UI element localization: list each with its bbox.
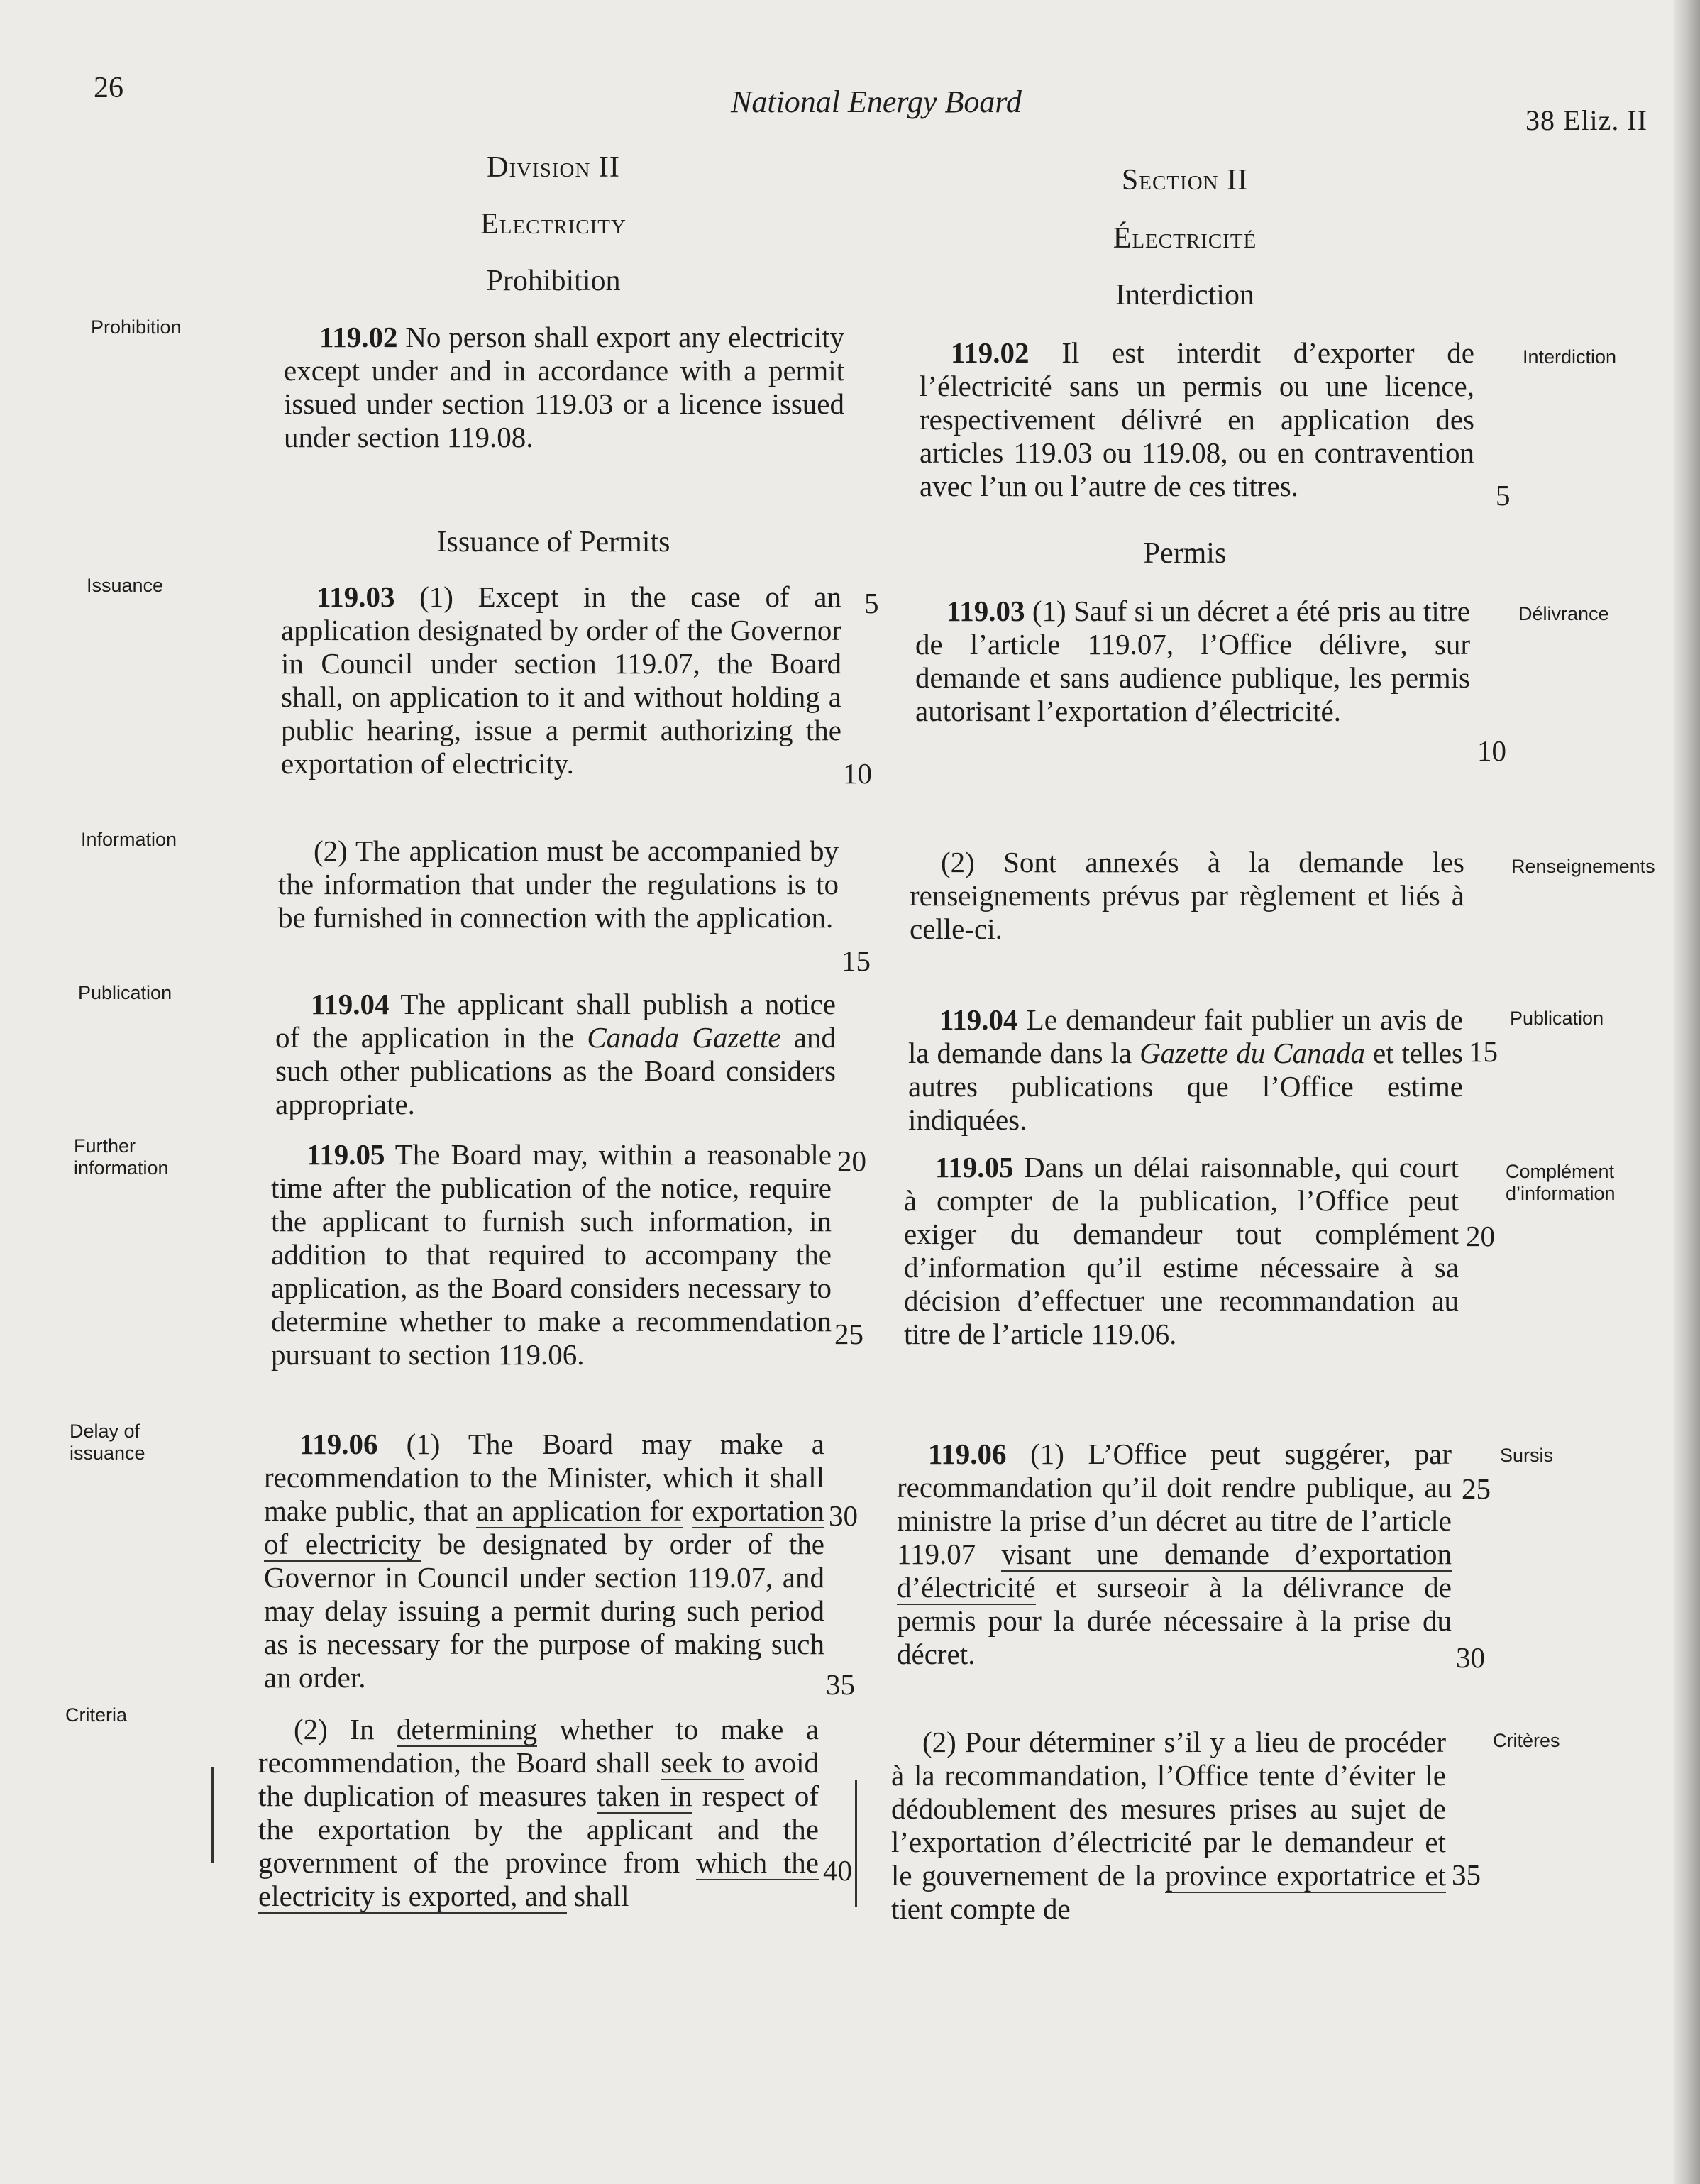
line-number-fr-35: 35 [1452, 1858, 1481, 1891]
margin-note-further-information: Further information [74, 1135, 169, 1179]
en-section-119-06-2: (2) In determining whether to make a recommendation, the Board shall seek to avoid the duplication of measures taken in respect of the exportation by the applicant and the government of the province from which the electricity is exported, and shall [258, 1713, 819, 1912]
section-number: 119.02 [951, 336, 1030, 369]
running-title: National Energy Board [731, 84, 1022, 119]
section-number: 119.03 [946, 595, 1025, 627]
fr-section-119-04: 119.04 Le demandeur fait publier un avis de la demande dans la Gazette du Canada et telles autres publications que l’Office estime indiquées. [908, 1003, 1464, 1136]
line-number-25: 25 [834, 1318, 863, 1350]
margin-note-publication-fr: Publication [1510, 1008, 1604, 1029]
line-number-40: 40 [823, 1854, 852, 1887]
section-number: 119.06 [928, 1438, 1007, 1470]
fr-section-119-03-2: (2) Sont annexés à la demande les renseignements prévus par règlement et liés à celle-ci. [910, 846, 1464, 945]
margin-note-interdiction: Interdiction [1523, 346, 1617, 368]
line-number-5: 5 [864, 587, 879, 619]
line-number-fr-20: 20 [1466, 1220, 1495, 1252]
section-number: 119.03 [316, 580, 395, 613]
fr-section-119-05: 119.05 Dans un délai raisonnable, qui court à compter de la publication, l’Office peut exiger du demandeur tout complément d’information qu’il estime nécessaire à sa décision d’effectuer une recommandation au titre de l’article 119.06. [904, 1151, 1459, 1350]
line-number-fr-10: 10 [1477, 734, 1506, 767]
revision-bar [211, 1767, 214, 1863]
margin-note-sursis: Sursis [1500, 1445, 1554, 1466]
heading-interdiction: Interdiction [1115, 279, 1254, 311]
fr-section-119-06-1: 119.06 (1) L’Office peut suggérer, par recommandation qu’il doit rendre publique, au ministre la prise d’un décret au titre de l’article 119.07 visant une demande d’exportation d’électricité et surseoir à la délivrance de permis pour la durée nécessaire à la prise du décret. [897, 1438, 1452, 1670]
division-heading-en: Division II [487, 151, 620, 184]
margin-note-criteria: Criteria [65, 1704, 128, 1726]
section-number: 119.02 [319, 321, 398, 353]
line-number-fr-15: 15 [1469, 1035, 1498, 1068]
fr-section-119-06-2: (2) Pour déterminer s’il y a lieu de procéder à la recommandation, l’Office tente d’éviter le dédoublement des mesures prises au sujet de l’exportation d’électricité par le demandeur et le gouvernement de la province exportatrice et tient compte de [891, 1726, 1446, 1925]
margin-note-complement-information: Complément d’information [1506, 1161, 1616, 1204]
margin-note-information: Information [81, 829, 177, 850]
en-section-119-03-1: 119.03 (1) Except in the case of an application designated by order of the Governor in Council under section 119.07, the Board shall, on application to it and without holding a public hearing, issue a permit authorizing the exportation of electricity. [281, 580, 841, 780]
heading-prohibition: Prohibition [486, 265, 621, 297]
fr-section-119-02: 119.02 Il est interdit d’exporter de l’électricité sans un permis ou une licence, respectivement délivré en application des articles 119.03 ou 119.08, ou en contravention avec l’un ou l’autre de ces titres. [920, 336, 1474, 502]
line-number-35: 35 [826, 1668, 855, 1701]
margin-note-prohibition: Prohibition [91, 316, 182, 338]
regnal-year: 38 Eliz. II [1525, 104, 1648, 136]
section-number: 119.04 [939, 1003, 1018, 1036]
division-heading-fr: Section II [1121, 164, 1249, 197]
margin-note-delivrance: Délivrance [1518, 603, 1609, 624]
line-number-30: 30 [829, 1499, 858, 1532]
margin-note-renseignements: Renseignements [1511, 856, 1655, 877]
line-number-fr-30: 30 [1456, 1641, 1485, 1674]
line-number-15: 15 [841, 944, 871, 977]
en-section-119-04: 119.04 The applicant shall publish a notice of the application in the Canada Gazette and such other publications as the Board considers appropriate. [275, 988, 836, 1120]
margin-note-criteres: Critères [1493, 1730, 1560, 1751]
margin-note-publication: Publication [78, 982, 172, 1003]
page-edge-shadow [1674, 0, 1700, 2184]
en-section-119-03-2: (2) The application must be accompanied by the information that under the regulations is to be furnished in connection with the application. [278, 834, 839, 934]
page-number: 26 [94, 72, 123, 104]
section-number: 119.04 [311, 988, 390, 1020]
part-title-fr: Électricité [1113, 222, 1257, 255]
part-title-en: Electricity [480, 208, 627, 241]
en-section-119-05: 119.05 The Board may, within a reasonable time after the publication of the notice, require the applicant to furnish such information, in addition to that required to accompany the application, as the Board considers necessary to determine whether to make a recommendation pursuant to section 119.06. [271, 1138, 832, 1371]
en-section-119-02: 119.02 No person shall export any electricity except under and in accordance with a permit issued under section 119.03 or a licence issued under section 119.08. [284, 321, 845, 453]
section-number: 119.05 [307, 1138, 385, 1171]
line-number-fr-5: 5 [1496, 479, 1511, 512]
section-number: 119.06 [299, 1428, 378, 1460]
en-section-119-06-1: 119.06 (1) The Board may make a recommendation to the Minister, which it shall make public, that an application for exportation of electricity be designated by order of the Governor in Council under section 119.07, and may delay issuing a permit during such period as is necessary for the purpose of making such an order. [264, 1428, 825, 1694]
line-number-20: 20 [837, 1145, 866, 1177]
margin-note-issuance: Issuance [87, 575, 164, 596]
heading-issuance-of-permits: Issuance of Permits [436, 526, 670, 558]
heading-permis: Permis [1143, 537, 1227, 570]
revision-bar [855, 1780, 857, 1907]
margin-note-delay-of-issuance: Delay of issuance [70, 1421, 145, 1464]
line-number-10: 10 [843, 757, 872, 790]
fr-section-119-03-1: 119.03 (1) Sauf si un décret a été pris au titre de l’article 119.07, l’Office délivre, sur demande et sans audience publique, les permis autorisant l’exportation d’électricité. [915, 595, 1471, 727]
line-number-fr-25: 25 [1462, 1472, 1491, 1505]
section-number: 119.05 [935, 1151, 1014, 1184]
